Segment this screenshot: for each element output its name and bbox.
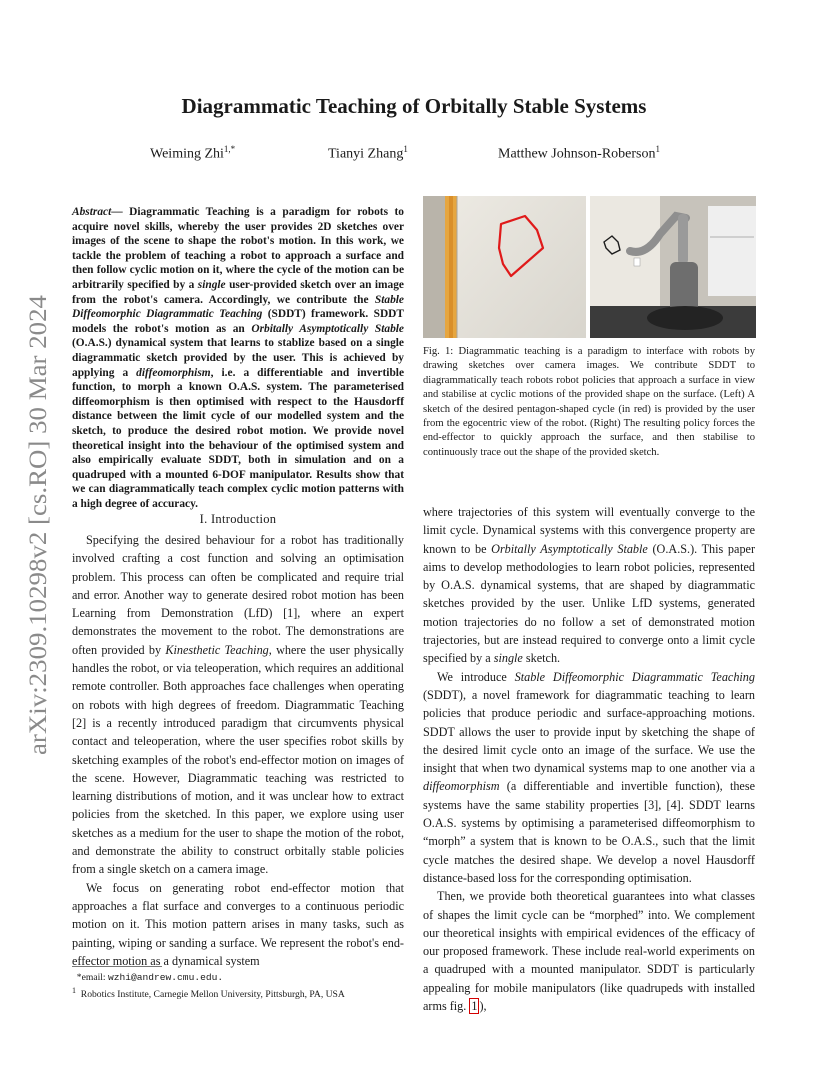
email-link[interactable]: wzhi@andrew.cmu.edu. xyxy=(107,972,224,983)
abstract-lead: Abstract xyxy=(72,206,112,218)
intro-paragraph-2: We focus on generating robot end-effector motion that approaches a flat surface and converges to a continuous periodic motion on it. This motion pattern arises in many tasks, such as painting, wiping or sanding a surface. We represent the robot's end-effector motion as a dynamical system xyxy=(72,880,404,968)
right-paragraph-3: Then, we provide both theoretical guarantees into what classes of shapes the limit cycle can be “morphed” into. We complement our theoretical insights with empirical evidences of the efficacy of our proposed framework. These include real-world experiments on a quadruped with a mounted manipulator. SDDT is particularly appealing for mobile manipulators (like quadrupeds with installed arms fig. 1 ), xyxy=(423,889,755,1014)
footnote-rule xyxy=(72,966,162,967)
author-3: Matthew Johnson-Roberson$^1$ xyxy=(498,144,660,162)
arxiv-identifier-stamp xyxy=(10,290,60,760)
paper-title: Diagrammatic Teaching of Orbitally Stable Systems xyxy=(181,94,647,118)
figure-1-caption: Fig. 1: Diagrammatic teaching is a paradigm to interface with robots by drawing sketches over camera images. We contribute SDDT to diagrammatically teach robots robot policies that approach a surface in view and stabilise at cyclic motions of the provided shape on the surface. (Left) A sketch of the desired pentagon-shaped cycle (in red) is provided by the user from the egocentric view of the robot. (Right) The resulting policy forces the end-effector to quickly approach the surface, and then stabilise to continuously trace out the shape of the provided sketch. xyxy=(423,346,755,458)
author-2: Tianyi Zhang$^1$ xyxy=(328,144,408,162)
author-list xyxy=(0,144,828,164)
figure-1-left-sketch-photo xyxy=(423,196,586,338)
section-heading-introduction: I. Introduction xyxy=(199,512,277,526)
footnotes xyxy=(72,966,404,1001)
figure-1-right-robot-photo xyxy=(590,196,756,338)
figure-1-reference-link[interactable]: 1 xyxy=(471,999,478,1014)
intro-paragraph-1: Specifying the desired behaviour for a robot has traditionally involved crafting a cost function and solving an optimisation problem. This process can often be complicated and require trial and error. Another way to generate desired robot motion has been Learning from Demonstration (LfD) [1], where an expert demonstrates the movement to the robot. The demonstrations are often provided by Kinesthetic Teaching, where the user physically handles the robot, or via teleoperation, which requires an additional remote controller. Both approaches face challenges when operating on robots with high degrees of freedom. Diagrammatic Teaching [2] is a recently introduced paradigm that circumvents physical contact and teleoperation, where the user specifies robot skills by sketching examples of the robot's end-effector motion on images of the scene. However, Diagrammatic teaching was restricted to learning distributions of motion, and it was unclear how to extract policies from the sketched. In this paper, we explore using user sketches as a medium for the user to shape the motion of the robot, and demonstrate the ability to construct orbitally stable policies from a single sketch on a camera image. xyxy=(72,533,404,877)
arxiv-id-text: arXiv:2309.10298v2 [cs.RO] 30 Mar 2024 xyxy=(25,327,52,755)
footnote-email: *email: wzhi@andrew.cmu.edu. xyxy=(76,972,224,983)
right-paragraph-2: We introduce Stable Diffeomorphic Diagrammatic Teaching (SDDT), a novel framework for diagrammatic teaching to learn policies that produce periodic and surface-approaching motions. SDDT allows the user to provide input by sketching the shape of the desired limit cycle onto an image of the surface. We use the insight that when two dynamical systems map to one another via a diffeomorphism (a differentiable and invertible function), these systems have the same stability properties [3], [4]. SDDT learns O.A.S. systems by optimising a parameterised diffeomorphism to “morph” a system that is known to be O.A.S., such that the limit cycle matches the desired shape. We develop a novel Hausdorff distance-based loss for the corresponding optimisation. xyxy=(423,669,755,885)
author-1: Weiming Zhi$^{1,*}$ xyxy=(150,144,236,162)
right-column-body xyxy=(423,503,755,1015)
right-paragraph-1: where trajectories of this system will eventually converge to the limit cycle. Dynamical systems with this convergence property are known to be Orbitally Asymptotically Stable (O.A.S.). This paper aims to develop methodologies to learn robot policies, represented by O.A.S. dynamical systems, that are shaped by diagrammatic sketches provided by the user. Unlike LfD systems, generated motion trajectories do no follow a set of demonstrated motion trajectories, but are instead required to converge onto a limit cycle specified by a single sketch. xyxy=(423,505,755,666)
introduction-body xyxy=(72,531,404,970)
figure-1 xyxy=(423,196,756,338)
footnote-affiliation: $^1$ Robotics Institute, Carnegie Mellon University, Pittsburgh, PA, USA xyxy=(72,986,345,1001)
abstract: Abstract— Diagrammatic Teaching is a paradigm for robots to acquire novel skills, whereby the user provides 2D sketches over images of the scene to shape the robot's motion. In this work, we tackle the problem of teaching a robot to approach a surface and then follow cyclic motion on it, where the cycle of the motion can be arbitrarily specified by a single user-provided sketch over an image from the robot's camera. Accordingly, we contribute the Stable Diffeomorphic Diagrammatic Teaching (SDDT) framework. SDDT models the robot's motion as an Orbitally Asymptotically Stable (O.A.S.) dynamical system that learns to stablize based on a single diagrammatic sketch provided by the user. This is achieved by applying a diffeomorphism, i.e. a differentiable and invertible function, to morph a known O.A.S. system. The parameterised diffeomorphism is then optimised with respect to the Hausdorff distance between the limit cycle of our modelled system and the sketch, to produce the desired robot motion. We provide novel theoretical insight into the behaviour of the optimised system and also empirically evaluate SDDT, both in simulation and on a quadruped with a mounted 6-DOF manipulator. Results show that we can diagrammatically teach complex cyclic motion patterns with a high degree of accuracy. xyxy=(72,206,404,510)
